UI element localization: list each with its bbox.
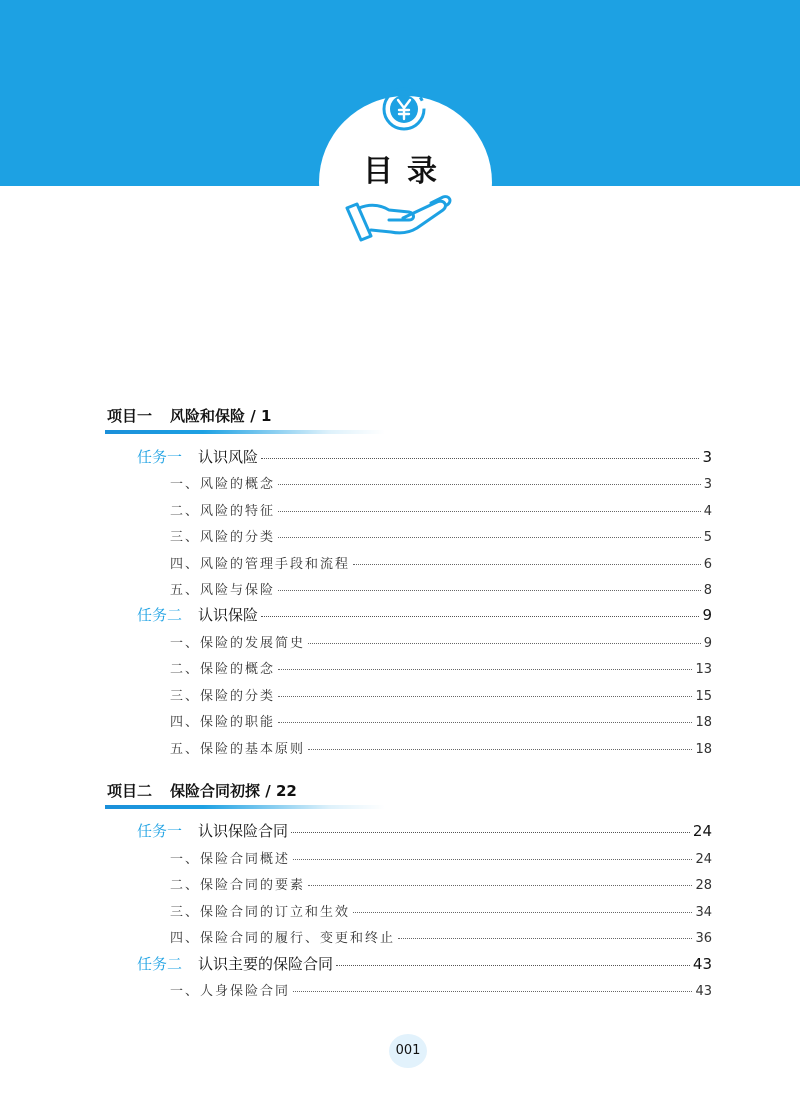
item-name: 一、风险的概念: [170, 477, 276, 492]
dot-leader: [278, 721, 692, 723]
dot-leader: [291, 831, 690, 833]
dot-leader: [278, 695, 692, 697]
toc-item-row[interactable]: [170, 980, 712, 999]
dot-leader: [293, 990, 692, 992]
dot-leader: [308, 642, 701, 644]
item-name: 三、风险的分类: [170, 530, 276, 545]
dot-leader: [261, 457, 699, 459]
item-name: 四、风险的管理手段和流程: [170, 557, 351, 572]
page-ref: 43: [692, 955, 712, 973]
toc-item-row[interactable]: [170, 473, 712, 492]
item-name: 一、保险的发展简史: [170, 636, 306, 651]
dot-leader: [353, 911, 692, 913]
project-heading[interactable]: [107, 780, 297, 801]
toc-item-row[interactable]: [170, 711, 712, 730]
dot-leader: [308, 748, 692, 750]
toc-item-row[interactable]: [170, 579, 712, 598]
item-name: 四、保险合同的履行、变更和终止: [170, 931, 396, 946]
dot-leader: [278, 536, 701, 538]
dot-leader: [261, 615, 699, 617]
page-ref: 6: [703, 557, 712, 572]
page-ref: 9: [703, 636, 712, 651]
dot-leader: [336, 964, 690, 966]
toc-item-row[interactable]: [170, 874, 712, 893]
page-ref: 24: [692, 822, 712, 840]
task-label: 任务一: [137, 822, 183, 840]
page-ref: 43: [695, 984, 712, 999]
project-underline: [105, 805, 385, 809]
item-name: 一、保险合同概述: [170, 852, 291, 867]
dot-leader: [278, 483, 701, 485]
toc-item-row[interactable]: [170, 526, 712, 545]
toc-item-row[interactable]: [170, 685, 712, 704]
toc-task-row[interactable]: [137, 820, 712, 841]
page-ref: 5: [703, 530, 712, 545]
page-number: 001: [389, 1034, 427, 1068]
project-label: 项目二: [107, 782, 153, 800]
toc-item-row[interactable]: [170, 738, 712, 757]
toc-task-row[interactable]: [137, 446, 712, 467]
item-name: 二、风险的特征: [170, 504, 276, 519]
page-ref: 8: [703, 583, 712, 598]
dot-leader: [353, 563, 701, 565]
toc-item-row[interactable]: [170, 500, 712, 519]
page-ref: 36: [695, 931, 712, 946]
toc-item-row[interactable]: [170, 901, 712, 920]
item-name: 五、保险的基本原则: [170, 742, 306, 757]
toc-task-row[interactable]: [137, 953, 712, 974]
toc-item-row[interactable]: [170, 658, 712, 677]
project-name: 风险和保险 / 1: [170, 407, 272, 425]
open-hand-icon: [343, 194, 457, 246]
item-name: 四、保险的职能: [170, 715, 276, 730]
item-name: 二、保险的概念: [170, 662, 276, 677]
page-title: 目录: [363, 154, 451, 189]
toc-item-row[interactable]: [170, 848, 712, 867]
page-ref: 34: [695, 905, 712, 920]
toc-task-row[interactable]: [137, 604, 712, 625]
page-ref: 15: [695, 689, 712, 704]
project-label: 项目一: [107, 407, 153, 425]
task-name: 认识保险: [198, 606, 259, 624]
toc-item-row[interactable]: [170, 632, 712, 651]
toc-item-row[interactable]: [170, 927, 712, 946]
task-name: 认识风险: [198, 448, 259, 466]
yen-coin-icon: [381, 86, 427, 132]
page-ref: 28: [695, 878, 712, 893]
item-name: 五、风险与保险: [170, 583, 276, 598]
dot-leader: [278, 589, 701, 591]
page-ref: 24: [695, 852, 712, 867]
page-ref: 3: [702, 448, 712, 466]
item-name: 一、人身保险合同: [170, 984, 291, 999]
task-name: 认识保险合同: [198, 822, 289, 840]
project-heading[interactable]: [107, 405, 271, 426]
dot-leader: [308, 884, 692, 886]
task-label: 任务二: [137, 955, 183, 973]
page-ref: 9: [702, 606, 712, 624]
project-name: 保险合同初探 / 22: [170, 782, 297, 800]
page-ref: 13: [695, 662, 712, 677]
dot-leader: [278, 510, 701, 512]
item-name: 三、保险合同的订立和生效: [170, 905, 351, 920]
dot-leader: [278, 668, 692, 670]
project-underline: [105, 430, 385, 434]
task-label: 任务一: [137, 448, 183, 466]
page-ref: 4: [703, 504, 712, 519]
task-label: 任务二: [137, 606, 183, 624]
dot-leader: [293, 858, 692, 860]
page-ref: 3: [703, 477, 712, 492]
toc-item-row[interactable]: [170, 553, 712, 572]
page-ref: 18: [695, 742, 712, 757]
page-ref: 18: [695, 715, 712, 730]
task-name: 认识主要的保险合同: [198, 955, 334, 973]
item-name: 二、保险合同的要素: [170, 878, 306, 893]
item-name: 三、保险的分类: [170, 689, 276, 704]
dot-leader: [398, 937, 692, 939]
